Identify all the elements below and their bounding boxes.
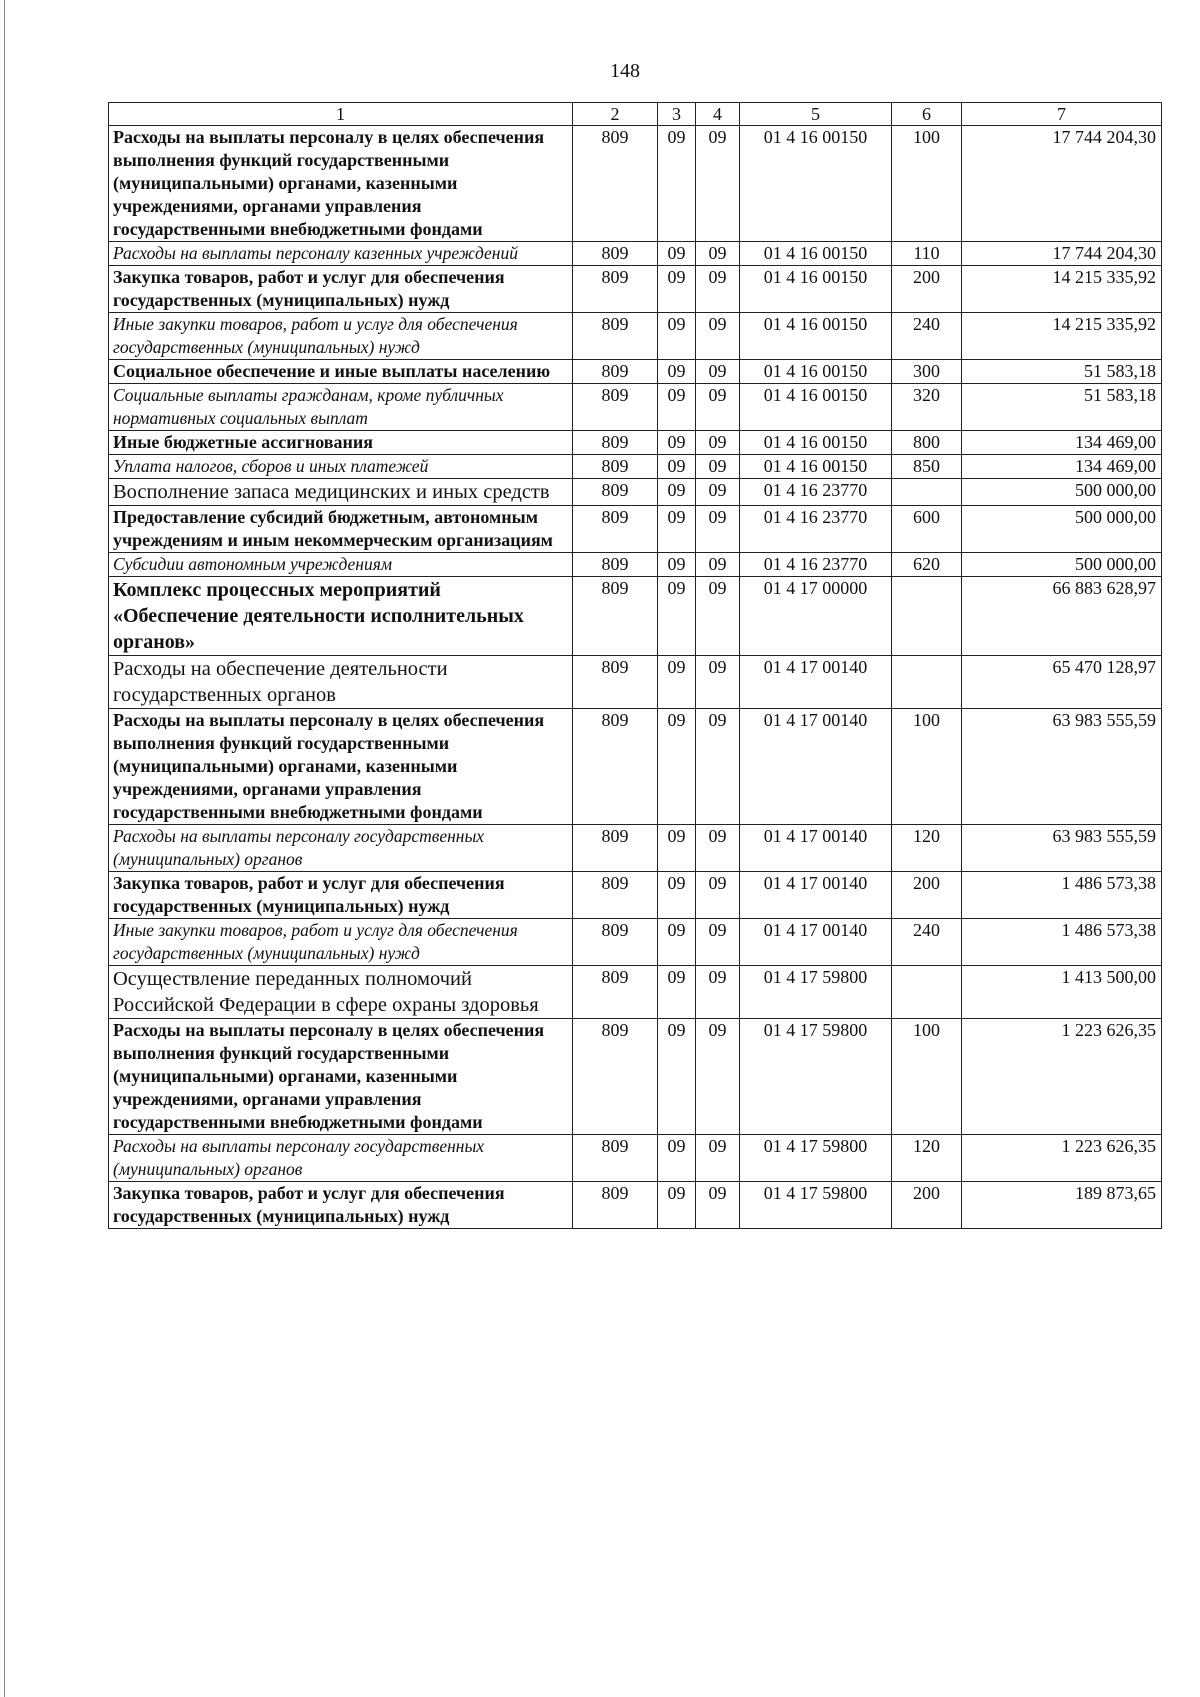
section-code-cell: 09 (658, 1135, 696, 1182)
header-col-4: 4 (696, 103, 740, 126)
target-article-cell: 01 4 16 00150 (740, 455, 892, 479)
row-name-cell: Иные бюджетные ассигнования (109, 431, 573, 455)
header-col-6: 6 (892, 103, 962, 126)
amount-cell: 51 583,18 (962, 384, 1162, 431)
subsection-code-cell: 09 (696, 919, 740, 966)
amount-cell: 14 215 335,92 (962, 313, 1162, 360)
grbs-code-cell: 809 (573, 966, 658, 1019)
amount-cell: 14 215 335,92 (962, 266, 1162, 313)
amount-cell: 17 744 204,30 (962, 242, 1162, 266)
section-code-cell: 09 (658, 455, 696, 479)
row-name-cell: Уплата налогов, сборов и иных платежей (109, 455, 573, 479)
target-article-cell: 01 4 17 00140 (740, 872, 892, 919)
table-row (109, 455, 1162, 479)
row-name-cell: Комплекс процессных мероприятий «Обеспечение деятельности исполнительных органов» (109, 577, 573, 656)
amount-cell: 500 000,00 (962, 479, 1162, 506)
target-article-cell: 01 4 17 59800 (740, 1182, 892, 1229)
table-row (109, 1135, 1162, 1182)
expense-type-cell: 100 (892, 709, 962, 825)
table-row (109, 431, 1162, 455)
row-name-cell: Расходы на выплаты персоналу государственных (муниципальных) органов (109, 825, 573, 872)
row-name-cell: Осуществление переданных полномочий Российской Федерации в сфере охраны здоровья (109, 966, 573, 1019)
grbs-code-cell: 809 (573, 360, 658, 384)
target-article-cell: 01 4 16 23770 (740, 553, 892, 577)
row-name-cell: Закупка товаров, работ и услуг для обеспечения государственных (муниципальных) нужд (109, 872, 573, 919)
section-code-cell: 09 (658, 1182, 696, 1229)
amount-cell: 1 223 626,35 (962, 1135, 1162, 1182)
page-number: 148 (610, 60, 640, 82)
table-row (109, 360, 1162, 384)
row-name-cell: Расходы на выплаты персоналу казенных учреждений (109, 242, 573, 266)
section-code-cell: 09 (658, 506, 696, 553)
row-name-cell: Социальные выплаты гражданам, кроме публичных нормативных социальных выплат (109, 384, 573, 431)
row-name-cell: Социальное обеспечение и иные выплаты населению (109, 360, 573, 384)
section-code-cell: 09 (658, 479, 696, 506)
amount-cell: 63 983 555,59 (962, 709, 1162, 825)
subsection-code-cell: 09 (696, 872, 740, 919)
expense-type-cell: 240 (892, 313, 962, 360)
section-code-cell: 09 (658, 242, 696, 266)
grbs-code-cell: 809 (573, 1019, 658, 1135)
table-row (109, 266, 1162, 313)
section-code-cell: 09 (658, 126, 696, 242)
section-code-cell: 09 (658, 313, 696, 360)
amount-cell: 51 583,18 (962, 360, 1162, 384)
page-edge-line (4, 0, 5, 1697)
section-code-cell: 09 (658, 577, 696, 656)
row-name-cell: Расходы на выплаты персоналу в целях обеспечения выполнения функций государственными (муниципальными) органами, казенными учреждениями, органами управления государственными внебюджетными фондами (109, 126, 573, 242)
target-article-cell: 01 4 16 00150 (740, 431, 892, 455)
row-name-cell: Расходы на выплаты персоналу в целях обеспечения выполнения функций государственными (муниципальными) органами, казенными учреждениями, органами управления государственными внебюджетными фондами (109, 709, 573, 825)
row-name-cell: Расходы на выплаты персоналу государственных (муниципальных) органов (109, 1135, 573, 1182)
table-row (109, 577, 1162, 656)
target-article-cell: 01 4 16 00150 (740, 313, 892, 360)
table-row (109, 1182, 1162, 1229)
expense-type-cell: 200 (892, 872, 962, 919)
grbs-code-cell: 809 (573, 919, 658, 966)
table-row (109, 553, 1162, 577)
target-article-cell: 01 4 16 23770 (740, 506, 892, 553)
grbs-code-cell: 809 (573, 126, 658, 242)
expense-type-cell: 100 (892, 1019, 962, 1135)
subsection-code-cell: 09 (696, 431, 740, 455)
table-row (109, 872, 1162, 919)
target-article-cell: 01 4 16 23770 (740, 479, 892, 506)
row-name-cell: Закупка товаров, работ и услуг для обеспечения государственных (муниципальных) нужд (109, 1182, 573, 1229)
expense-type-cell: 110 (892, 242, 962, 266)
section-code-cell: 09 (658, 872, 696, 919)
table-row (109, 966, 1162, 1019)
grbs-code-cell: 809 (573, 553, 658, 577)
grbs-code-cell: 809 (573, 1182, 658, 1229)
target-article-cell: 01 4 16 00150 (740, 266, 892, 313)
row-name-cell: Иные закупки товаров, работ и услуг для обеспечения государственных (муниципальных) нужд (109, 313, 573, 360)
subsection-code-cell: 09 (696, 709, 740, 825)
expense-type-cell: 850 (892, 455, 962, 479)
amount-cell: 66 883 628,97 (962, 577, 1162, 656)
grbs-code-cell: 809 (573, 455, 658, 479)
expense-type-cell: 320 (892, 384, 962, 431)
header-col-5: 5 (740, 103, 892, 126)
section-code-cell: 09 (658, 266, 696, 313)
budget-table (108, 102, 1162, 1229)
amount-cell: 1 413 500,00 (962, 966, 1162, 1019)
grbs-code-cell: 809 (573, 506, 658, 553)
table-row (109, 825, 1162, 872)
expense-type-cell: 600 (892, 506, 962, 553)
expense-type-cell: 200 (892, 1182, 962, 1229)
subsection-code-cell: 09 (696, 479, 740, 506)
table-row (109, 709, 1162, 825)
subsection-code-cell: 09 (696, 266, 740, 313)
header-col-3: 3 (658, 103, 696, 126)
header-col-1: 1 (109, 103, 573, 126)
amount-cell: 189 873,65 (962, 1182, 1162, 1229)
subsection-code-cell: 09 (696, 360, 740, 384)
row-name-cell: Расходы на выплаты персоналу в целях обеспечения выполнения функций государственными (муниципальными) органами, казенными учреждениями, органами управления государственными внебюджетными фондами (109, 1019, 573, 1135)
subsection-code-cell: 09 (696, 126, 740, 242)
table-row (109, 919, 1162, 966)
table-row (109, 479, 1162, 506)
section-code-cell: 09 (658, 553, 696, 577)
section-code-cell: 09 (658, 709, 696, 825)
row-name-cell: Субсидии автономным учреждениям (109, 553, 573, 577)
grbs-code-cell: 809 (573, 431, 658, 455)
target-article-cell: 01 4 17 59800 (740, 1019, 892, 1135)
amount-cell: 1 486 573,38 (962, 919, 1162, 966)
expense-type-cell (892, 479, 962, 506)
grbs-code-cell: 809 (573, 1135, 658, 1182)
target-article-cell: 01 4 16 00150 (740, 360, 892, 384)
expense-type-cell: 120 (892, 1135, 962, 1182)
grbs-code-cell: 809 (573, 825, 658, 872)
expense-type-cell: 120 (892, 825, 962, 872)
amount-cell: 1 223 626,35 (962, 1019, 1162, 1135)
target-article-cell: 01 4 17 59800 (740, 1135, 892, 1182)
subsection-code-cell: 09 (696, 656, 740, 709)
expense-type-cell: 620 (892, 553, 962, 577)
subsection-code-cell: 09 (696, 553, 740, 577)
target-article-cell: 01 4 16 00150 (740, 126, 892, 242)
amount-cell: 134 469,00 (962, 431, 1162, 455)
target-article-cell: 01 4 16 00150 (740, 384, 892, 431)
section-code-cell: 09 (658, 825, 696, 872)
expense-type-cell (892, 577, 962, 656)
grbs-code-cell: 809 (573, 709, 658, 825)
section-code-cell: 09 (658, 384, 696, 431)
table-row (109, 313, 1162, 360)
target-article-cell: 01 4 17 00000 (740, 577, 892, 656)
grbs-code-cell: 809 (573, 656, 658, 709)
expense-type-cell: 100 (892, 126, 962, 242)
section-code-cell: 09 (658, 966, 696, 1019)
amount-cell: 134 469,00 (962, 455, 1162, 479)
amount-cell: 500 000,00 (962, 506, 1162, 553)
target-article-cell: 01 4 16 00150 (740, 242, 892, 266)
row-name-cell: Восполнение запаса медицинских и иных средств (109, 479, 573, 506)
table-row (109, 126, 1162, 242)
table-row (109, 1019, 1162, 1135)
subsection-code-cell: 09 (696, 455, 740, 479)
row-name-cell: Предоставление субсидий бюджетным, автономным учреждениям и иным некоммерческим организациям (109, 506, 573, 553)
section-code-cell: 09 (658, 360, 696, 384)
amount-cell: 17 744 204,30 (962, 126, 1162, 242)
header-col-7: 7 (962, 103, 1162, 126)
subsection-code-cell: 09 (696, 1019, 740, 1135)
expense-type-cell: 300 (892, 360, 962, 384)
section-code-cell: 09 (658, 431, 696, 455)
subsection-code-cell: 09 (696, 313, 740, 360)
grbs-code-cell: 809 (573, 872, 658, 919)
target-article-cell: 01 4 17 59800 (740, 966, 892, 1019)
subsection-code-cell: 09 (696, 966, 740, 1019)
expense-type-cell: 240 (892, 919, 962, 966)
table-header-row (109, 103, 1162, 126)
target-article-cell: 01 4 17 00140 (740, 656, 892, 709)
subsection-code-cell: 09 (696, 242, 740, 266)
expense-type-cell (892, 656, 962, 709)
grbs-code-cell: 809 (573, 384, 658, 431)
row-name-cell: Расходы на обеспечение деятельности государственных органов (109, 656, 573, 709)
subsection-code-cell: 09 (696, 1135, 740, 1182)
grbs-code-cell: 809 (573, 242, 658, 266)
table-row (109, 384, 1162, 431)
grbs-code-cell: 809 (573, 266, 658, 313)
target-article-cell: 01 4 17 00140 (740, 825, 892, 872)
amount-cell: 1 486 573,38 (962, 872, 1162, 919)
header-col-2: 2 (573, 103, 658, 126)
amount-cell: 500 000,00 (962, 553, 1162, 577)
table-row (109, 656, 1162, 709)
section-code-cell: 09 (658, 1019, 696, 1135)
expense-type-cell: 800 (892, 431, 962, 455)
subsection-code-cell: 09 (696, 384, 740, 431)
subsection-code-cell: 09 (696, 825, 740, 872)
table-row (109, 506, 1162, 553)
section-code-cell: 09 (658, 656, 696, 709)
grbs-code-cell: 809 (573, 313, 658, 360)
grbs-code-cell: 809 (573, 577, 658, 656)
amount-cell: 63 983 555,59 (962, 825, 1162, 872)
subsection-code-cell: 09 (696, 506, 740, 553)
target-article-cell: 01 4 17 00140 (740, 709, 892, 825)
expense-type-cell (892, 966, 962, 1019)
amount-cell: 65 470 128,97 (962, 656, 1162, 709)
subsection-code-cell: 09 (696, 1182, 740, 1229)
row-name-cell: Иные закупки товаров, работ и услуг для обеспечения государственных (муниципальных) нужд (109, 919, 573, 966)
expense-type-cell: 200 (892, 266, 962, 313)
table-row (109, 242, 1162, 266)
grbs-code-cell: 809 (573, 479, 658, 506)
section-code-cell: 09 (658, 919, 696, 966)
row-name-cell: Закупка товаров, работ и услуг для обеспечения государственных (муниципальных) нужд (109, 266, 573, 313)
target-article-cell: 01 4 17 00140 (740, 919, 892, 966)
subsection-code-cell: 09 (696, 577, 740, 656)
